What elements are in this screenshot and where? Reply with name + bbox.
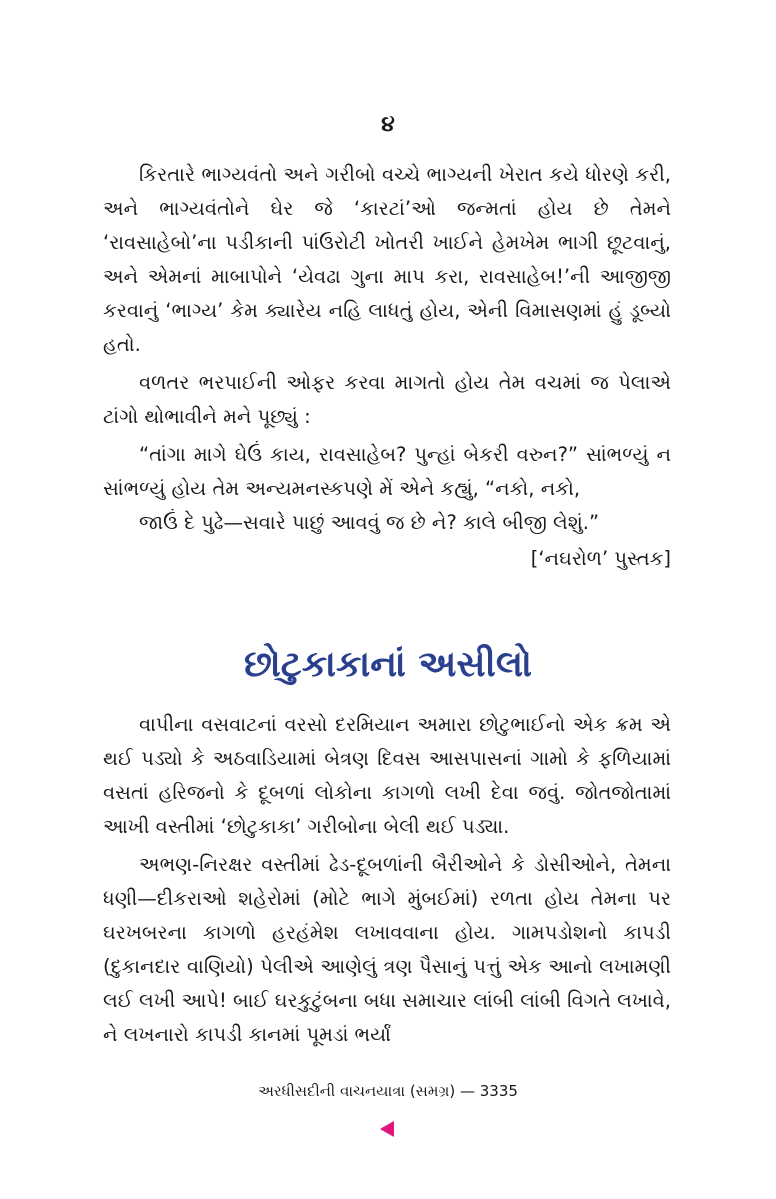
paragraph: જાઉં દે પુઢે—સવારે પાછું આવવું જ છે ને? કાલે બીજી લેશું.” <box>139 511 600 534</box>
source-citation: [‘નઘરોળ’ પુસ્તક] <box>530 547 671 570</box>
paragraph: વાપીના વસવાટનાં વરસો દરમિયાન અમારા છોટુભાઈનો એક ક્રમ એ થઈ પડ્યો કે અઠવાડિયામાં બેત્રણ દિવસ આસપાસનાં ગામો કે ફળિયામાં વસતાં હરિજનો કે દૂબળાં લોકોના કાગળો લખી દેવા જવું. જોતજોતામાં આખી વસ્તીમાં ‘છોટુકાકા’ ગરીબોના બેલી થઈ પડ્યા. <box>103 713 671 838</box>
page-footer: અરધીસદીની વાચનયાત્રા (સમગ્ર) — 3335 <box>258 1082 518 1100</box>
story-two <box>103 708 671 1052</box>
paragraph: વળતર ભરપાઈની ઓફર કરવા માગતો હોય તેમ વચમાં જ પેલાએ ટાંગો થોભાવીને મને પૂછ્યું : <box>103 371 671 428</box>
story-title: છોટુકાકાનાં અસીલો <box>243 644 533 685</box>
previous-page-arrow-icon[interactable] <box>380 1121 394 1137</box>
story-one <box>103 158 671 576</box>
page-number: ૪ <box>381 112 395 137</box>
paragraph: અભણ-નિરક્ષર વસ્તીમાં ઢેડ-દૂબળાંની બૈરીઓને કે ડોસીઓને, તેમના ધણી—દીકરાઓ શહેરોમાં (મોટે ભાગે મુંબઈમાં) રળતા હોય તેમના પર ઘરખબરના કાગળો હરહંમેશ લખાવવાના હોય. ગામપડોશનો કાપડી (દુકાનદાર વાણિયો) પેલીએ આણેલું ત્રણ પૈસાનું પત્તું એક આનો લખામણી લઈ લખી આપે! બાઈ ઘરકુટુંબના બધા સમાચાર લાંબી લાંબી વિગતે લખાવે, ને લખનારો કાપડી કાનમાં પૂમડાં ભર્યાં <box>103 853 671 1046</box>
paragraph: “તાંગા માગે ઘેઉં કાય, રાવસાહેબ? પુન્હાં બેકરી વરુન?” સાંભળ્યું ન સાંભળ્યું હોય તેમ અન્યમનસ્કપણે મેં એને કહ્યું, “નકો, નકો, <box>103 443 671 500</box>
paragraph: કિરતારે ભાગ્યવંતો અને ગરીબો વચ્ચે ભાગ્યની ખેરાત કયે ધોરણે કરી, અને ભાગ્યવંતોને ઘેર જે ‘કારટાં’ઓ જન્મતાં હોય છે તેમને ‘રાવસાહેબો’ના પડીકાની પાંઉરોટી ખોતરી ખાઈને હેમખેમ ભાગી છૂટવાનું, અને એમનાં માબાપોને ‘યેવઢા ગુના માપ કરા, રાવસાહેબ!’ની આજીજી કરવાનું ‘ભાગ્ય’ કેમ ક્યારેય નહિ લાધતું હોય, એની વિમાસણમાં હું ડૂબ્યો હતો. <box>103 163 671 356</box>
